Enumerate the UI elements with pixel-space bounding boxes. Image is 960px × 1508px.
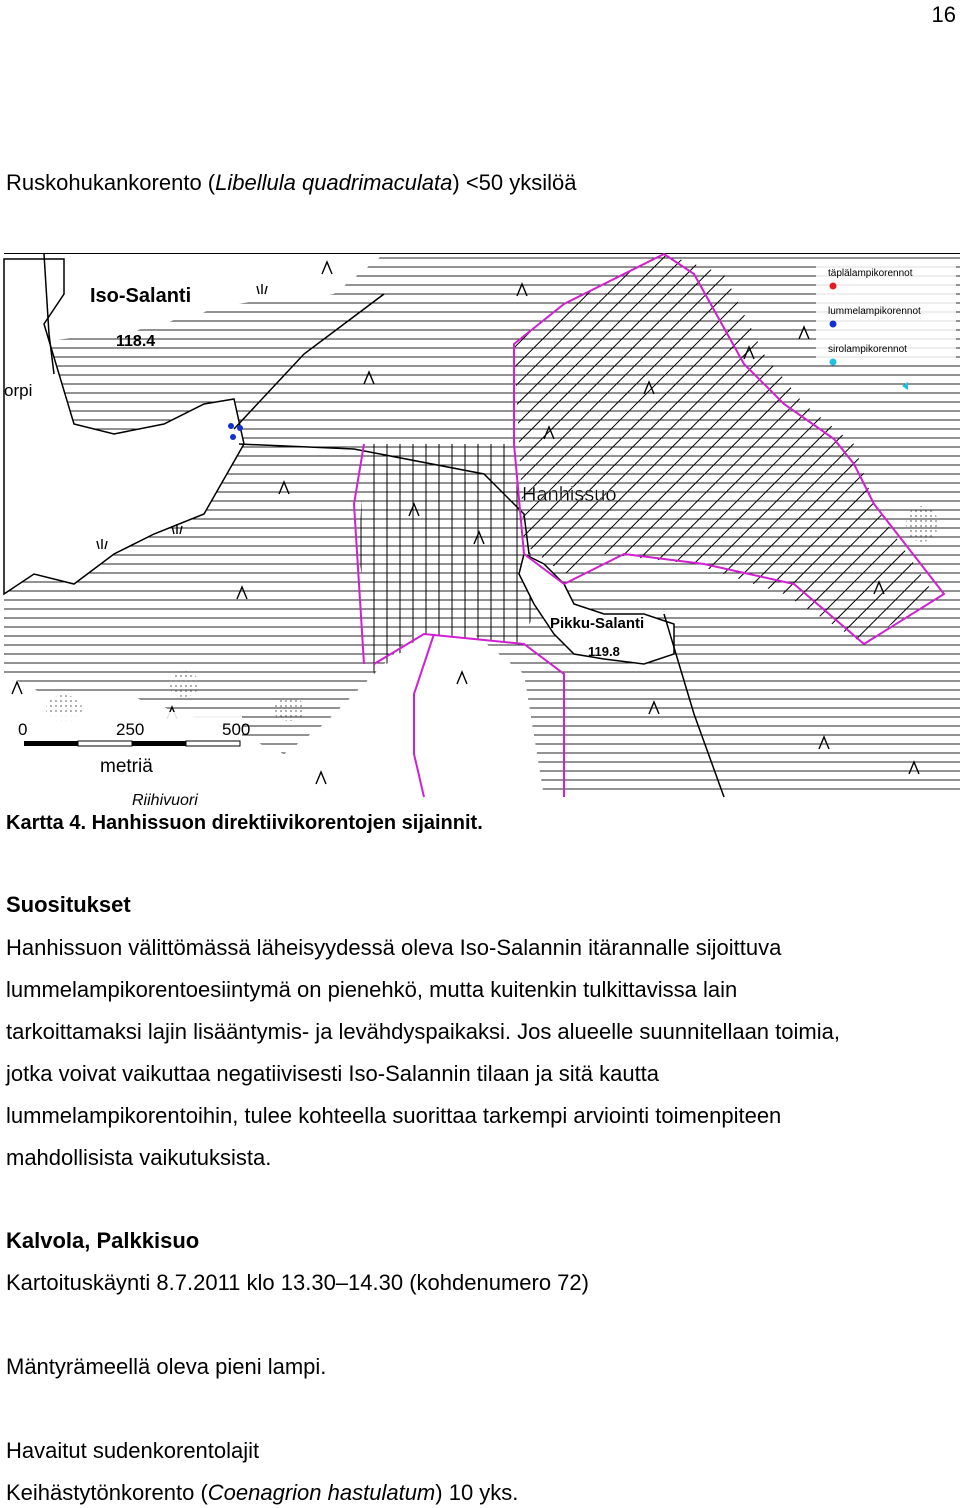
scale-unit: metriä <box>100 756 153 777</box>
observation-prefix: Keihästytönkorento ( <box>6 1480 208 1505</box>
site-visit: Kartoituskäynti 8.7.2011 klo 13.30–14.30 (kohdenumero 72) <box>6 1270 589 1295</box>
map-caption: Kartta 4. Hanhissuon direktiivikorentojen sijainnit. <box>6 812 483 834</box>
observation-point <box>230 434 236 440</box>
observation-point <box>228 423 234 429</box>
species-prefix: Ruskohukankorento ( <box>6 170 216 195</box>
recommendations-line: lummelampikorentoesiintymä on pienehkö, mutta kuitenkin tulkittavissa lain <box>6 977 738 1002</box>
scale-bar <box>16 712 250 777</box>
dotted-patch <box>169 671 199 697</box>
scale-tick-250: 250 <box>116 720 145 739</box>
page-number: 16 <box>931 2 956 27</box>
label-iso-salanti-elevation: 118.4 <box>116 333 156 350</box>
dotted-patch <box>906 506 938 542</box>
scale-tick-0: 0 <box>18 720 28 739</box>
recommendations-line: lummelampikorentoihin, tulee kohteella suorittaa tarkempi arviointi toimenpiteen <box>6 1103 782 1128</box>
label-pikku-salanti-elevation: 119.8 <box>588 644 620 659</box>
legend-marker-lummelampikorennot <box>830 321 837 328</box>
observation-point <box>237 425 243 431</box>
map-legend <box>816 260 956 366</box>
legend-label-taplalampikorennot: täplälampikorennot <box>828 268 913 279</box>
observation-latin-name: Coenagrion hastulatum <box>207 1480 436 1505</box>
recommendations-line: mahdollisista vaikutuksista. <box>6 1145 272 1170</box>
species-line <box>6 170 577 196</box>
dotted-patch <box>273 697 305 721</box>
label-orpi: orpi <box>4 381 33 400</box>
observed-species-line <box>6 1480 518 1506</box>
label-pikku-salanti: Pikku-Salanti <box>550 615 645 632</box>
legend-marker-taplalampikorennot <box>830 283 837 290</box>
legend-label-sirolampikorennot: sirolampikorennot <box>828 344 907 355</box>
site-heading: Kalvola, Palkkisuo <box>6 1228 200 1253</box>
scale-tick-500: 500 <box>222 720 251 739</box>
observed-species-heading: Havaitut sudenkorentolajit <box>6 1438 260 1463</box>
species-suffix: ) <50 yksilöä <box>452 170 577 195</box>
label-riihivuori: Riihivuori <box>132 792 198 809</box>
recommendations-line: Hanhissuon välittömässä läheisyydessä oleva Iso-Salannin itärannalle sijoittuva <box>6 935 782 960</box>
recommendations-line: jotka voivat vaikuttaa negatiivisesti Iso-Salannin tilaan ja sitä kautta <box>6 1061 660 1086</box>
recommendations-line: tarkoittamaksi lajin lisääntymis- ja levähdyspaikaksi. Jos alueelle suunnitellaan toimia, <box>6 1019 840 1044</box>
recommendations-heading: Suositukset <box>6 892 131 917</box>
site-description: Mäntyrämeellä oleva pieni lampi. <box>6 1354 327 1379</box>
legend-label-lummelampikorennot: lummelampikorennot <box>828 306 921 317</box>
map-hanhissuo <box>4 253 960 809</box>
species-latin-name: Libellula quadrimaculata <box>215 170 453 195</box>
label-iso-salanti: Iso-Salanti <box>90 285 192 307</box>
label-hanhissuo: Hanhissuo <box>522 484 617 506</box>
observation-suffix: ) 10 yks. <box>435 1480 519 1505</box>
legend-marker-sirolampikorennot <box>830 359 837 366</box>
